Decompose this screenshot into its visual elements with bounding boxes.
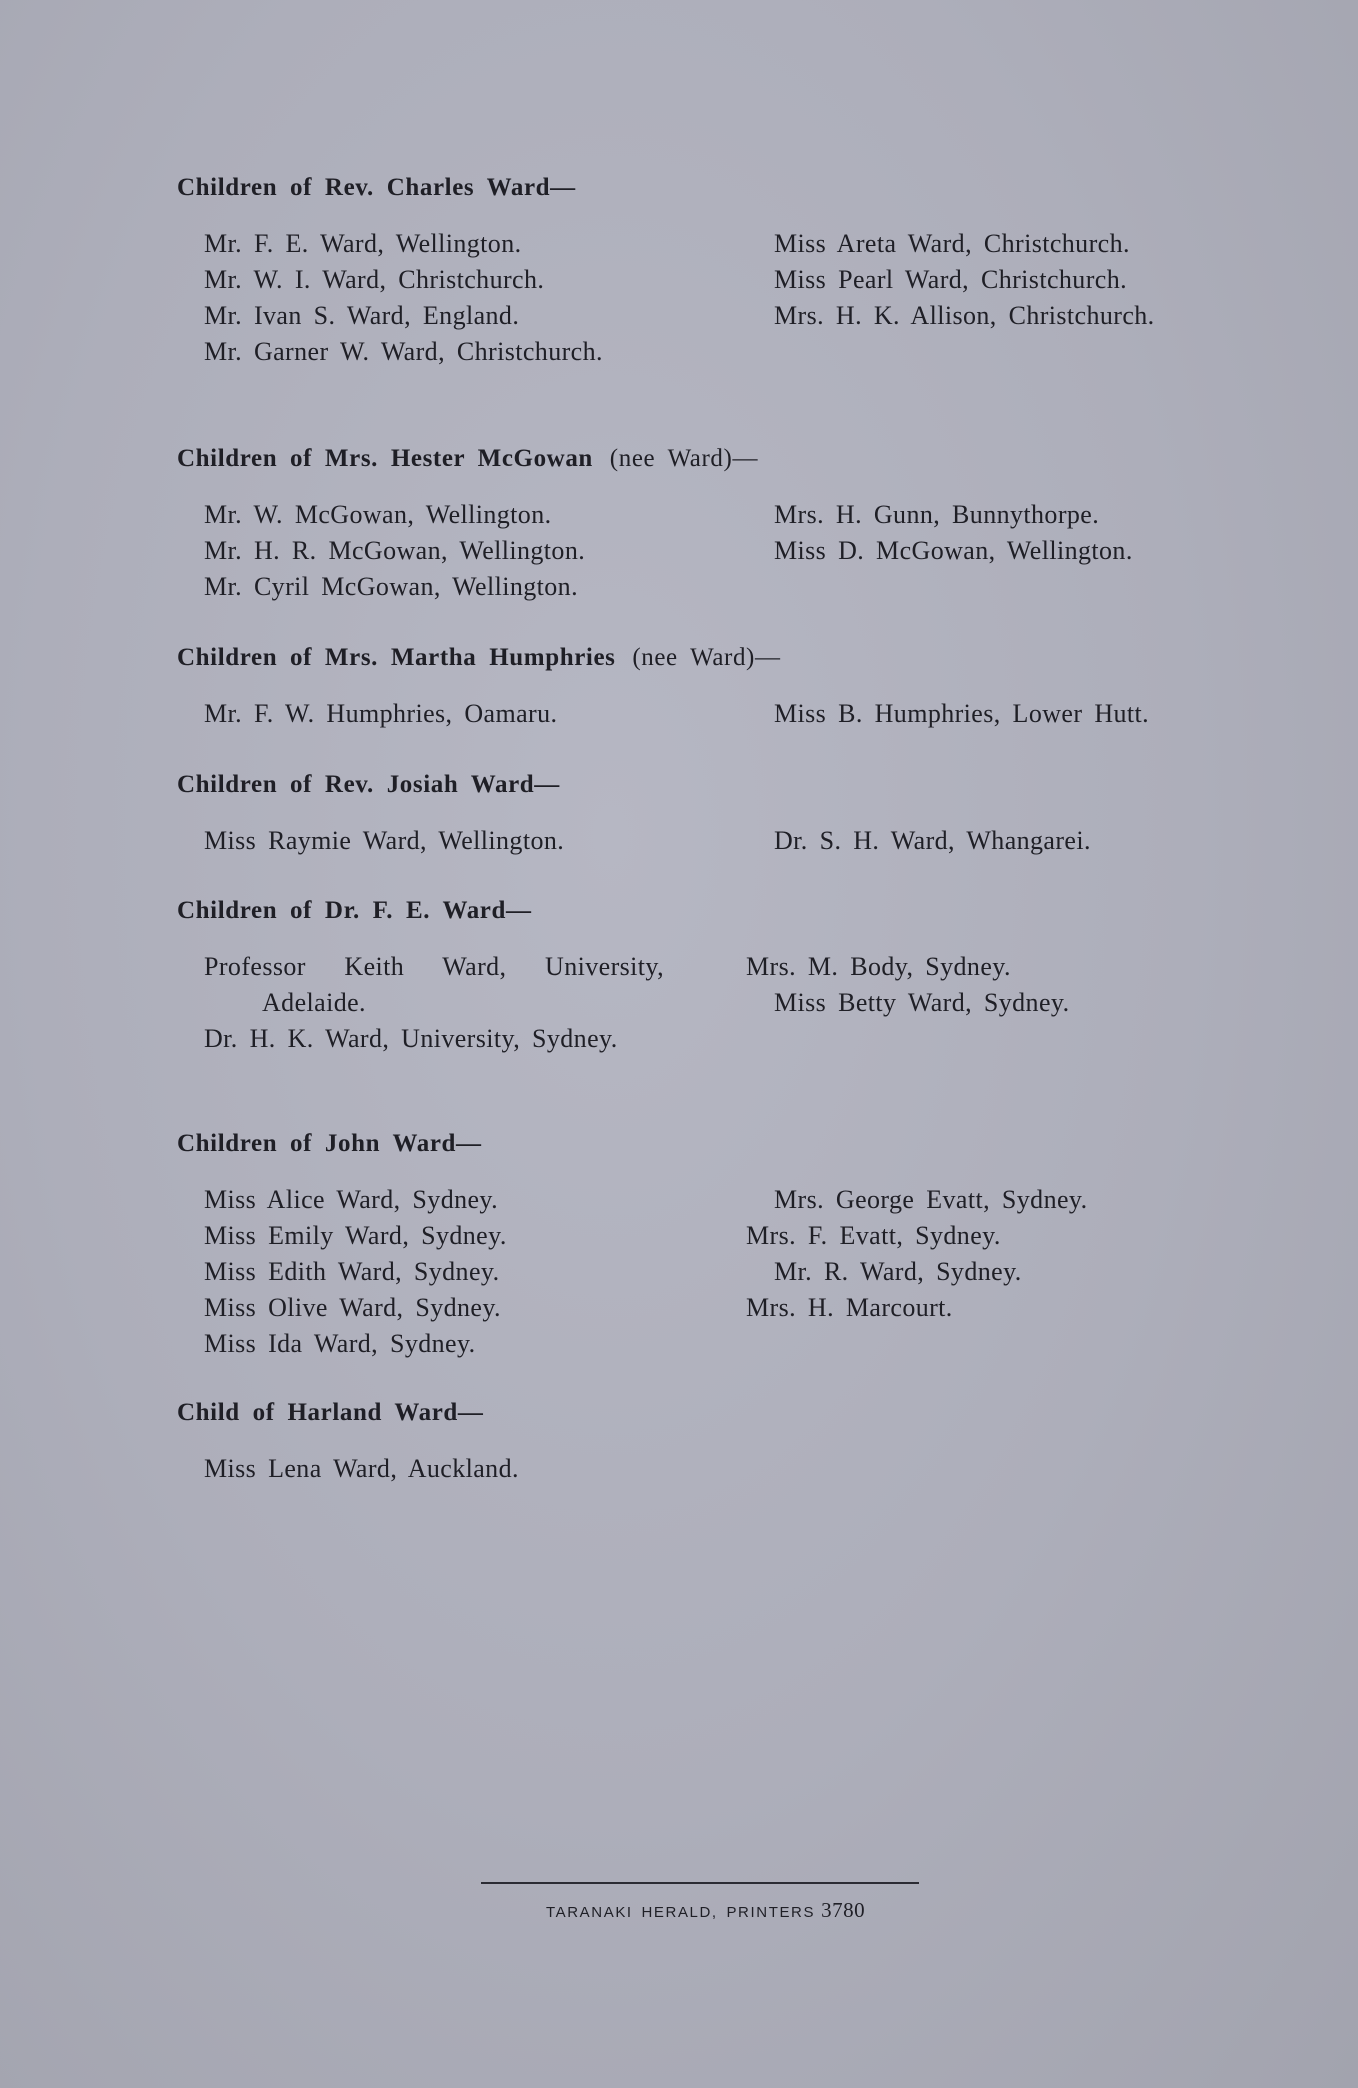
footer-rule: [481, 1882, 919, 1884]
list-item: Miss Ida Ward, Sydney.: [204, 1329, 476, 1358]
list-item: Mr. Cyril McGowan, Wellington.: [204, 572, 578, 601]
list-item: Mrs. H. Marcourt.: [746, 1293, 953, 1322]
section-heading: Children of John Ward—: [177, 1130, 482, 1157]
right-column: [774, 497, 1254, 569]
list-item: Mr. W. McGowan, Wellington.: [204, 500, 552, 529]
section-heading: Child of Harland Ward—: [177, 1399, 484, 1426]
list-item: Miss Raymie Ward, Wellington.: [204, 826, 565, 855]
list-item: Miss Pearl Ward, Christchurch.: [774, 265, 1127, 294]
section-heading: Children of Rev. Josiah Ward—: [177, 771, 560, 798]
left-column: [204, 1451, 664, 1487]
list-item: Miss Emily Ward, Sydney.: [204, 1221, 507, 1250]
list-item: Mrs. H. K. Allison, Christchurch.: [774, 301, 1155, 330]
list-item: Miss Edith Ward, Sydney.: [204, 1257, 500, 1286]
list-item: Miss Areta Ward, Christchurch.: [774, 229, 1130, 258]
printer-imprint: [546, 1898, 865, 1923]
list-item: Mr. F. W. Humphries, Oamaru.: [204, 699, 558, 728]
left-column: [204, 696, 664, 732]
right-column: [746, 949, 1254, 1021]
list-item: Mr. H. R. McGowan, Wellington.: [204, 536, 586, 565]
section-heading: Children of Rev. Charles Ward—: [177, 174, 576, 201]
left-column: [204, 823, 664, 859]
list-item: Miss Betty Ward, Sydney.: [774, 988, 1070, 1017]
list-item: Miss B. Humphries, Lower Hutt.: [774, 699, 1150, 728]
list-item: Dr. H. K. Ward, University, Sydney.: [204, 1024, 618, 1053]
left-column: [204, 226, 664, 370]
printer-name: TARANAKI HERALD, PRINTERS: [546, 1904, 816, 1921]
list-item: Mrs. F. Evatt, Sydney.: [746, 1221, 1001, 1250]
list-item: Miss Lena Ward, Auckland.: [204, 1454, 519, 1483]
section-heading: [177, 445, 758, 473]
list-item: Miss Olive Ward, Sydney.: [204, 1293, 501, 1322]
list-item: Mrs. H. Gunn, Bunnythorpe.: [774, 500, 1100, 529]
section-heading: [177, 644, 781, 672]
list-item: Mrs. George Evatt, Sydney.: [774, 1185, 1088, 1214]
list-item: Mr. F. E. Ward, Wellington.: [204, 229, 522, 258]
list-item: Miss D. McGowan, Wellington.: [774, 536, 1133, 565]
right-column: [774, 696, 1254, 732]
right-column: [774, 823, 1254, 859]
list-item: Mr. Garner W. Ward, Christchurch.: [204, 337, 603, 366]
section-heading-tail: (nee Ward)—: [632, 644, 781, 671]
list-item: Mrs. M. Body, Sydney.: [746, 952, 1011, 981]
section-heading: Children of Dr. F. E. Ward—: [177, 897, 532, 924]
section-heading-main: Children of Mrs. Martha Humphries: [177, 644, 616, 671]
right-column: [774, 226, 1254, 334]
left-column: [204, 949, 664, 1057]
section-heading-tail: (nee Ward)—: [609, 445, 759, 472]
list-item: Mr. Ivan S. Ward, England.: [204, 301, 520, 330]
left-column: [204, 1182, 664, 1362]
list-item: Mr. R. Ward, Sydney.: [774, 1257, 1022, 1286]
list-item: Professor Keith Ward, University, Adelaide.: [204, 952, 664, 1017]
left-column: [204, 497, 664, 605]
job-number: 3780: [821, 1898, 866, 1922]
right-column: [746, 1182, 1254, 1326]
list-item: Mr. W. I. Ward, Christchurch.: [204, 265, 545, 294]
list-item: Miss Alice Ward, Sydney.: [204, 1185, 499, 1214]
list-item: Dr. S. H. Ward, Whangarei.: [774, 826, 1091, 855]
section-heading-main: Children of Mrs. Hester McGowan: [177, 445, 593, 472]
